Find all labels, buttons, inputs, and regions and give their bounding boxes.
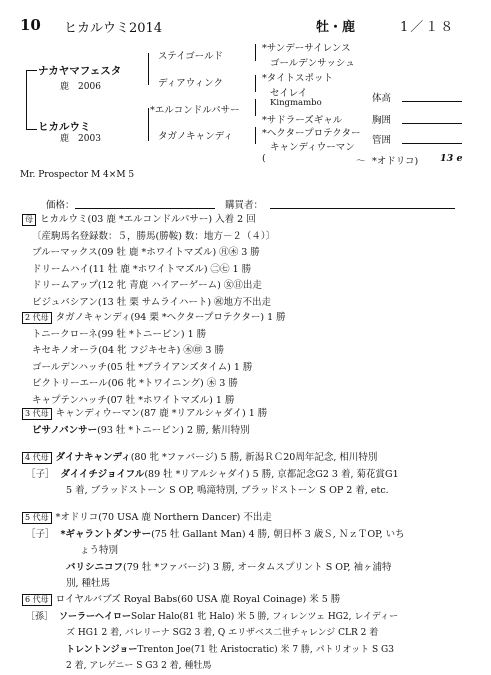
section-tag: 2 代母 (22, 312, 52, 324)
g4-section (22, 450, 482, 500)
sire-dam: ディアウィンク (158, 78, 223, 89)
bracket-line (26, 70, 27, 130)
family-number: 13 e (440, 153, 463, 164)
list-item: ドリームアップ(12 牝 青鹿 ハイアーゲーム) ㊛㊐出走 (32, 280, 262, 291)
list-item: キセキノオーラ(04 牝 フジキセキ) ㊍㊞ 3 勝 (32, 345, 224, 356)
g5-title: *オドリコ(70 USA 鹿 Northern Dancer) 不出走 (55, 512, 272, 523)
list-item: トレントンジョーTrenton Joe(71 牡 Aristocratic) 米 7 勝, パトリオット S G3 (66, 644, 394, 655)
dd-bracket-open: ( (262, 153, 266, 164)
price-blank (75, 208, 215, 209)
inbreeding: Mr. Prospector M 4×M 5 (20, 170, 135, 180)
bracket-line (255, 44, 256, 61)
bracket-line (26, 70, 37, 71)
buyer-label: 購買者： (225, 200, 264, 211)
ds-dam: *サドラーズギャル (262, 115, 343, 126)
g5-section (22, 510, 482, 593)
sire-name: ナカヤマフェスタ (38, 65, 122, 77)
list-item: ［子］ *ギャラントダンサー(75 牡 Gallant Man) 4 勝, 朝日杯 3 歳Ｓ, ＮｚＴOP, いち (26, 528, 405, 540)
height-blank (402, 101, 462, 102)
buyer-blank (270, 208, 455, 209)
list-item: ［子］ ダイイチジョイフル(89 牡 *リアルシャダイ) 5 勝, 京都記念G2 3 着, 菊花賞G1 (26, 468, 399, 480)
g6-section (22, 592, 482, 675)
list-item: バリシニコフ(79 牡 *ファバージ) 3 勝, オータムスプリント S OP, 袖ヶ浦特 (66, 561, 392, 573)
g6-title: ロイヤルバブズ Royal Babs(60 USA 鹿 Royal Coinage) 米 5 勝 (55, 594, 341, 605)
sire-sire: ステイゴールド (158, 51, 224, 62)
dam-note: 〔産駒馬名登録数：５，勝馬(勝鞍) 数：地方－２（４）〕 (32, 230, 276, 242)
girth-label: 胸囲 (372, 115, 392, 126)
sd-sire: *タイトスポット (262, 73, 333, 84)
dd-sire: *ヘクタープロテクター (262, 128, 361, 139)
section-tag: 3 代母 (22, 408, 52, 420)
sd-dam: セイレイ (270, 88, 308, 99)
page-number: 1／１８ (400, 20, 456, 35)
g4-title-name: ダイナキャンディ (55, 452, 131, 463)
dam-sire: *エルコンドルパサー (150, 105, 240, 116)
height-label: 体高 (372, 93, 392, 104)
list-item-cont: 別, 種牡馬 (66, 578, 111, 589)
list-item: キャプテンハッチ(07 牡 *ホワイトマズル) 1 勝 (32, 394, 235, 406)
ss-dam: ゴールデンサッシュ (270, 58, 355, 69)
ds-sire: Kingmambo (270, 98, 322, 108)
bracket-line (148, 108, 149, 141)
dam-section (22, 212, 482, 311)
bracket-line (255, 99, 256, 116)
cannon-label: 管囲 (372, 135, 392, 146)
dd-extra: *オドリコ) (372, 156, 419, 167)
dam-name: ヒカルウミ (38, 121, 91, 133)
bracket-line (26, 129, 37, 130)
g3-section (22, 406, 482, 439)
sex-color: 牡・鹿 (316, 20, 356, 35)
list-item: ビクトリーエール(06 牝 *トワイニング) ㊍ 3 勝 (32, 378, 238, 389)
g4-title-rest: (80 牝 *ファバージ) 5 勝, 新潟ＲＣ20周年記念, 相川特別 (130, 452, 378, 463)
bracket-line (255, 127, 256, 144)
horse-name: ヒカルウミ2014 (64, 21, 163, 36)
dd-dam: キャンディウーマン (270, 142, 355, 153)
girth-blank (402, 123, 462, 124)
lot-number: 10 (20, 16, 41, 34)
dam-title: ヒカルウミ(03 鹿 *エルコンドルパサー) 入着 2 回 (40, 214, 256, 225)
list-item: ブルーマックス(09 牡 鹿 *ホワイトマズル) ㊊㊍ 3 勝 (32, 247, 260, 258)
dam-meta: 鹿 2003 (60, 134, 101, 144)
dam-dam: タガノキャンディ (158, 131, 233, 142)
section-tag: 4 代母 (22, 452, 52, 464)
section-tag: 5 代母 (22, 512, 52, 524)
list-item-cont: 5 着, ブラッドストーン S OP, 鳴滝特別, ブラッドストーン S OP 2 着, etc. (66, 485, 389, 496)
list-item: ゴールデンハッチ(05 牡 *ブライアンズタイム) 1 勝 (32, 361, 253, 373)
list-item: ドリームハイ(11 牡 鹿 *ホワイトマズル) ㊁㊆ 1 勝 (32, 263, 252, 275)
dd-bracket-close: ～ (356, 156, 366, 167)
bracket-line (148, 53, 149, 85)
price-label: 価格： (46, 200, 75, 211)
cannon-blank (402, 143, 462, 144)
g3-title: キャンディウーマン(87 鹿 *リアルシャダイ) 1 勝 (55, 408, 268, 419)
g2-section (22, 310, 482, 409)
list-item-cont: ズ HG1 2 着, バレリーナ SG2 3 着, Q エリザベス二世チャレンジ CLR 2 着 (66, 628, 379, 638)
sire-meta: 鹿 2006 (60, 82, 101, 92)
list-item-cont: 2 着, アレゲニー S G3 2 着, 種牡馬 (66, 661, 212, 671)
ss-sire: *サンデーサイレンス (262, 43, 351, 54)
g2-title: タガノキャンディ(94 栗 *ヘクタープロテクター) 1 勝 (55, 312, 286, 323)
list-item-cont: ょう特別 (80, 545, 119, 556)
list-item: トニークローネ(99 牡 *トニービン) 1 勝 (32, 328, 207, 340)
list-item: ［孫］ ソーラーヘイローSolar Halo(81 牝 Halo) 米 5 勝, フィレンツェ HG2, レイディー (26, 611, 399, 622)
list-item: ビサノパンサー(93 牡 *トニービン) 2 勝, 紫川特別 (32, 424, 250, 436)
bracket-line (255, 75, 256, 92)
section-tag: 母 (22, 214, 36, 226)
section-tag: 6 代母 (22, 594, 52, 606)
list-item: ビジュバシアン(13 牡 栗 サムライハート) ㊗地方不出走 (32, 296, 272, 308)
